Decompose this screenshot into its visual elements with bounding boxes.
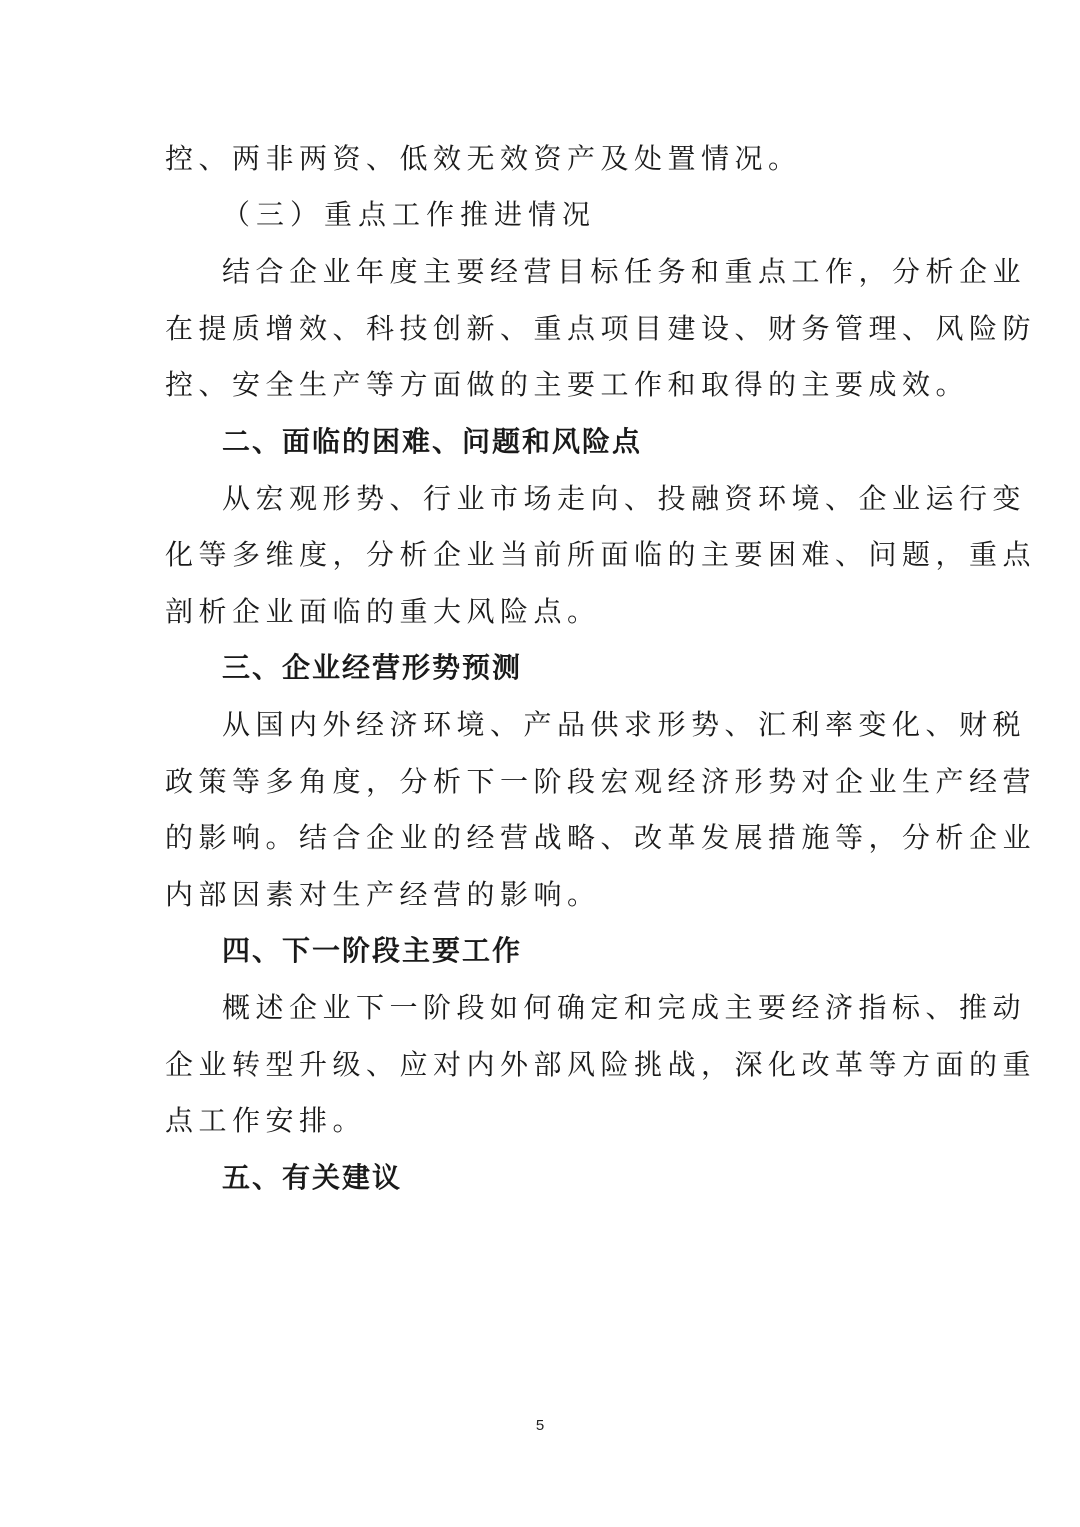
section-heading: 三、企业经营形势预测 bbox=[222, 651, 523, 684]
paragraph-line: 从宏观形势、行业市场走向、投融资环境、企业运行变 bbox=[222, 482, 1027, 515]
paragraph-line: 点工作安排。 bbox=[165, 1104, 367, 1137]
section-heading: 五、有关建议 bbox=[222, 1161, 403, 1194]
paragraph-line: 概述企业下一阶段如何确定和完成主要经济指标、推动 bbox=[222, 991, 1027, 1024]
page-number: 5 bbox=[535, 1417, 545, 1434]
paragraph-line: 的影响。结合企业的经营战略、改革发展措施等，分析企业 bbox=[165, 821, 1037, 854]
paragraph-line: 控、安全生产等方面做的主要工作和取得的主要成效。 bbox=[165, 368, 970, 401]
paragraph-line: 剖析企业面临的重大风险点。 bbox=[165, 595, 601, 628]
paragraph-line: 企业转型升级、应对内外部风险挑战，深化改革等方面的重 bbox=[165, 1048, 1037, 1081]
paragraph-line: 从国内外经济环境、产品供求形势、汇利率变化、财税 bbox=[222, 708, 1027, 741]
paragraph-line: 控、两非两资、低效无效资产及处置情况。 bbox=[165, 142, 802, 175]
section-heading: 二、面临的困难、问题和风险点 bbox=[222, 425, 643, 458]
paragraph-line: 化等多维度，分析企业当前所面临的主要困难、问题，重点 bbox=[165, 538, 1037, 571]
subsection-heading: （三）重点工作推进情况 bbox=[222, 198, 597, 231]
paragraph-line: 内部因素对生产经营的影响。 bbox=[165, 878, 601, 911]
paragraph-line: 结合企业年度主要经营目标任务和重点工作，分析企业 bbox=[222, 255, 1027, 288]
section-heading: 四、下一阶段主要工作 bbox=[222, 934, 523, 967]
paragraph-line: 政策等多角度，分析下一阶段宏观经济形势对企业生产经营 bbox=[165, 765, 1037, 798]
paragraph-line: 在提质增效、科技创新、重点项目建设、财务管理、风险防 bbox=[165, 312, 1037, 345]
